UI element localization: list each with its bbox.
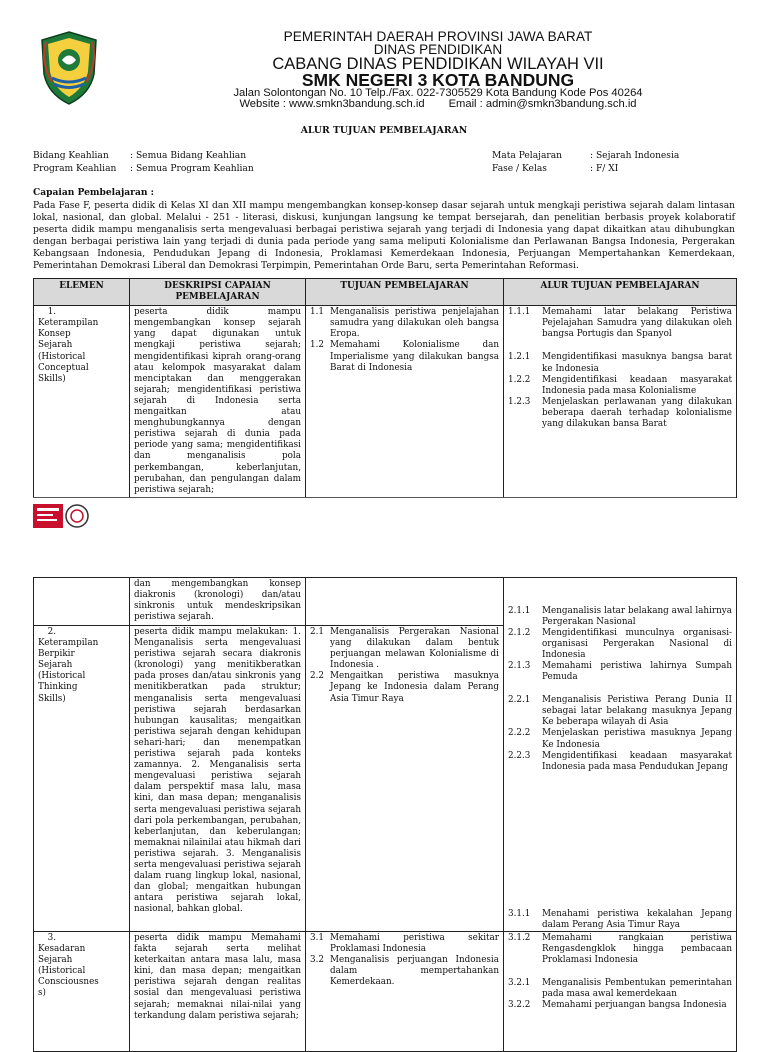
atp-number: 2.2.1 bbox=[508, 695, 531, 706]
tp-item bbox=[310, 955, 499, 988]
atp-item bbox=[508, 307, 732, 340]
atp-text: Memahami peristiwa lahirnya Sumpah Pemuda bbox=[542, 660, 732, 683]
atp-item bbox=[508, 1000, 732, 1011]
atp-item bbox=[508, 606, 732, 628]
tp-number: 3.1 bbox=[310, 933, 324, 943]
atp-text: Mengidentifikasi munculnya organisasi-organisasi Pergerakan Nasional di Indonesia bbox=[542, 627, 732, 660]
fase-label: Fase / Kelas bbox=[492, 164, 547, 174]
atp-item bbox=[508, 909, 732, 931]
atp-number: 1.2.1 bbox=[508, 352, 531, 363]
letterhead-branch: CABANG DINAS PENDIDIKAN WILAYAH VII bbox=[272, 55, 604, 73]
letterhead-school: SMK NEGERI 3 KOTA BANDUNG bbox=[301, 70, 575, 90]
element-label: Keterampilan Konsep Sejarah (Historical Conceptual Skills) bbox=[38, 318, 99, 384]
mapel-label: Mata Pelajaran bbox=[492, 151, 562, 161]
atp-number: 2.2.3 bbox=[508, 750, 531, 761]
fase-value: : F/ XI bbox=[590, 164, 619, 174]
atp-item bbox=[508, 933, 732, 966]
element-number: 1. bbox=[47, 307, 56, 318]
table-row bbox=[34, 306, 737, 498]
atp-item bbox=[508, 661, 732, 683]
tp-text: Menganalisis peristiwa penjelajahan samudra yang dilakukan oleh bangsa Eropa. bbox=[330, 307, 499, 340]
element-label: Kesadaran Sejarah (Historical Consciousnes s) bbox=[38, 944, 99, 999]
header-alur: ALUR TUJUAN PEMBELAJARAN bbox=[504, 279, 737, 306]
atp-cell bbox=[504, 932, 737, 1052]
element-number: 2. bbox=[47, 627, 56, 637]
atp-text: Menjelaskan peristiwa masuknya Jepang Ke Indonesia bbox=[542, 728, 732, 750]
tp-cell-empty bbox=[306, 578, 504, 626]
tp-text: Memahami peristiwa sekitar Proklamasi Indonesia bbox=[330, 933, 499, 955]
west-java-emblem-icon bbox=[38, 30, 100, 106]
element-cell bbox=[34, 932, 130, 1052]
atp-text: Memahami rangkaian peristiwa Rengasdengklok hingga pembacaan Proklamasi Indonesia bbox=[542, 933, 732, 966]
tp-cell bbox=[306, 626, 504, 932]
capaian-text: Pada Fase F, peserta didik di Kelas XI dan XII mampu mengembangkan konsep-konsep dasar sejarah untuk mengkaji peristiwa sejarah dalam lintasan lokal, nasional, dan global. Melalui - 251 - literasi, diskusi, kunjungan langsung ke tempat bersejarah, dan penelitian berbasis proyek kolaboratif peserta didik mampu menganalisis serta mengevaluasi berbagai peristiwa sejarah yang terjadi di Indonesia yang dapat dikaitkan atau dihubungkan dengan berbagai peristiwa lain yang terjadi di dunia pada periode yang sama meliputi Kolonialisme dan Perlawanan Bangsa Indonesia, Pergerakan Kebangsaan Indonesia, Pendudukan Jepang di Indonesia, Proklamasi Kemerdekaan Indonesia, Perjuangan Mempertahankan Kemerdekaan, Pemerintahan Demokrasi Liberal dan Demokrasi Terpimpin, Pemerintahan Orde Baru, serta Pemerintahan Reformasi. bbox=[33, 201, 735, 272]
atp-text: Mengidentifikasi keadaan masyarakat Indonesia pada masa Kolonialisme bbox=[542, 374, 732, 396]
atp-number: 3.1.2 bbox=[508, 933, 531, 943]
element-label: Keterampilan Berpikir Sejarah (Historical Thinking Skills) bbox=[38, 638, 99, 704]
atp-table-1 bbox=[33, 278, 737, 498]
atp-number: 3.2.2 bbox=[508, 1000, 531, 1011]
program-label: Program Keahlian bbox=[33, 164, 117, 174]
atp-number: 2.2.2 bbox=[508, 728, 531, 739]
tp-text: Mengaitkan peristiwa masuknya Jepang ke Indonesia dalam Perang Asia Timur Raya bbox=[330, 671, 499, 704]
header-tujuan: TUJUAN PEMBELAJARAN bbox=[306, 279, 504, 306]
description-cell: peserta didik mampu melakukan: 1. Menganalisis serta mengevaluasi peristiwa sejarah secara diakronis (kronologi) yang menitikberatkan pada proses dan/atau sinkronis yang menitikberatkan pada struktur; menganalisis serta mengevaluasi peristiwa sejarah berdasarkan hubungan kausalitas; mengaitkan peristiwa sejarah dengan kehidupan sehari-hari; dan menempatkan peristiwa sejarah pada konteks zamannya. 2. Menganalisis serta mengevaluasi peristiwa sejarah dalam perspektif masa lalu, masa kini, dan masa depan; menganalisis serta mengevaluasi peristiwa sejarah dari pola perkembangan, perubahan, keberlanjutan, dan keberulangan; memaknai nilainilai atau hikmah dari peristiwa sejarah. 3. Menganalisis serta mengevaluasi peristiwa sejarah dalam ruang lingkup lokal, nasional, dan global; mengaitkan hubungan antara peristiwa sejarah lokal, nasional, bahkan global. bbox=[130, 626, 306, 932]
header-deskripsi: DESKRIPSI CAPAIAN PEMBELAJARAN bbox=[130, 279, 306, 306]
atp-text: Mengidentifikasi masuknya bangsa barat ke Indonesia bbox=[542, 352, 732, 374]
atp-text: Menahami peristiwa kekalahan Jepang dalam Perang Asia Timur Raya bbox=[542, 908, 732, 930]
atp-number: 3.2.1 bbox=[508, 978, 531, 989]
page-footer-divider bbox=[33, 497, 736, 498]
element-cell bbox=[34, 306, 130, 498]
table-header-row bbox=[34, 279, 737, 306]
atp-number: 2.1.2 bbox=[508, 627, 531, 638]
element-cell-empty bbox=[34, 578, 130, 626]
tp-cell bbox=[306, 306, 504, 498]
atp-number: 1.1.1 bbox=[508, 307, 531, 318]
atp-number: 1.2.2 bbox=[508, 374, 531, 385]
header-elemen: ELEMEN bbox=[34, 279, 130, 306]
table-row bbox=[34, 626, 737, 932]
atp-text: Memahami latar belakang Peristiwa Pejelajahan Samudra yang dilakukan oleh bangsa Portugis dan Spanyol bbox=[542, 307, 732, 340]
bidang-value: : Semua Bidang Keahlian bbox=[130, 151, 247, 161]
element-number: 3. bbox=[47, 933, 56, 943]
description-cell: peserta didik mampu Memahami fakta sejarah serta melihat keterkaitan antara masa lalu, masa kini, dan masa depan; mengaitkan peristiwa sejarah dengan realitas sosial dan mengevaluasi peristiwa sejarah; memaknai nilai-nilai yang terkandung dalam peristiwa sejarah; bbox=[130, 932, 306, 1052]
atp-text: Menganalisis Peristiwa Perang Dunia II sebagai latar belakang masuknya Jepang Ke beberapa wilayah di Asia bbox=[542, 695, 732, 728]
letterhead-dept: DINAS PENDIDIKAN bbox=[373, 42, 503, 57]
mapel-value: : Sejarah Indonesia bbox=[590, 151, 680, 161]
tp-number: 3.2 bbox=[310, 955, 324, 966]
tp-text: Menganalisis perjuangan Indonesia dalam mempertahankan Kemerdekaan. bbox=[330, 955, 499, 988]
letterhead-text bbox=[183, 30, 693, 110]
tp-cell bbox=[306, 932, 504, 1052]
tp-number: 1.1 bbox=[310, 307, 324, 318]
letterhead-email: Email : admin@smkn3bandung.sch.id bbox=[448, 98, 637, 110]
atp-item bbox=[508, 375, 732, 397]
tp-number: 2.2 bbox=[310, 671, 324, 682]
certification-badge-icon bbox=[33, 502, 95, 530]
atp-text: Menganalisis Pembentukan pemerintahan pada masa awal kemerdekaan bbox=[542, 978, 732, 1000]
atp-item bbox=[508, 397, 732, 430]
atp-cell bbox=[504, 605, 737, 932]
description-cell: dan mengembangkan konsep diakronis (kronologi) dan/atau sinkronis untuk mendeskripsikan peristiwa sejarah. bbox=[130, 578, 306, 626]
letterhead-contacts bbox=[183, 99, 693, 110]
letterhead-gov: PEMERINTAH DAERAH PROVINSI JAWA BARAT bbox=[283, 29, 593, 44]
page-title: ALUR TUJUAN PEMBELAJARAN bbox=[300, 125, 468, 136]
atp-item bbox=[508, 978, 732, 1000]
tp-item bbox=[310, 671, 499, 704]
atp-number: 1.2.3 bbox=[508, 396, 531, 407]
tp-number: 2.1 bbox=[310, 627, 324, 637]
letterhead-website: Website : www.smkn3bandung.sch.id bbox=[239, 98, 425, 110]
letterhead-address: Jalan Solontongan No. 10 Telp./Fax. 022-7305529 Kota Bandung Kode Pos 40264 bbox=[233, 87, 643, 99]
atp-number: 3.1.1 bbox=[508, 908, 531, 919]
atp-item bbox=[508, 728, 732, 750]
tp-item bbox=[310, 340, 499, 373]
tp-text: Menganalisis Pergerakan Nasional yang dilakukan dalam bentuk perjuangan melawan Kolonialisme di Indonesia . bbox=[330, 627, 499, 671]
atp-item bbox=[508, 695, 732, 728]
table-row bbox=[34, 932, 737, 1052]
atp-text: Mengidentifikasi keadaan masyarakat Indonesia pada masa Pendudukan Jepang bbox=[542, 750, 732, 772]
atp-table-2 bbox=[33, 577, 737, 1052]
bidang-label: Bidang Keahlian bbox=[33, 151, 109, 161]
atp-number: 2.1.1 bbox=[508, 605, 531, 616]
atp-item bbox=[508, 751, 732, 773]
tp-item bbox=[310, 307, 499, 340]
capaian-heading: Capaian Pembelajaran : bbox=[33, 187, 154, 198]
letterhead bbox=[33, 30, 736, 108]
atp-text: Menjelaskan perlawanan yang dilakukan beberapa daerah terhadap kolonialisme yang dilakukan bansa Barat bbox=[542, 396, 732, 430]
description-cell: peserta didik mampu mengembangkan konsep sejarah yang dapat digunakan untuk mengkaji peristiwa sejarah; mengidentifikasi kiprah orang-orang atau kelompok masyarakat dalam menciptakan dan menggerakan sejarah; mengidentifikasi peristiwa sejarah di Indonesia serta mengaitkan atau menghubungkannya dengan peristiwa sejarah di dunia pada periode yang sama; mengidentifikasi dan menganalisis pola perkembangan, keberlanjutan, perubahan, dan pengulangan dalam peristiwa sejarah; bbox=[130, 306, 306, 498]
atp-number: 2.1.3 bbox=[508, 660, 531, 671]
tp-item bbox=[310, 933, 499, 955]
program-value: : Semua Program Keahlian bbox=[130, 164, 254, 174]
atp-item bbox=[508, 628, 732, 661]
atp-item bbox=[508, 352, 732, 374]
atp-text: Menganalisis latar belakang awal lahirnya Pergerakan Nasional bbox=[542, 605, 732, 627]
atp-text: Memahami perjuangan bangsa Indonesia bbox=[542, 1000, 727, 1011]
tp-number: 1.2 bbox=[310, 340, 324, 351]
tp-text: Memahami Kolonialisme dan Imperialisme yang dilakukan bangsa Barat di Indonesia bbox=[330, 340, 499, 373]
element-cell bbox=[34, 626, 130, 932]
atp-cell bbox=[504, 306, 737, 498]
tp-item bbox=[310, 627, 499, 671]
